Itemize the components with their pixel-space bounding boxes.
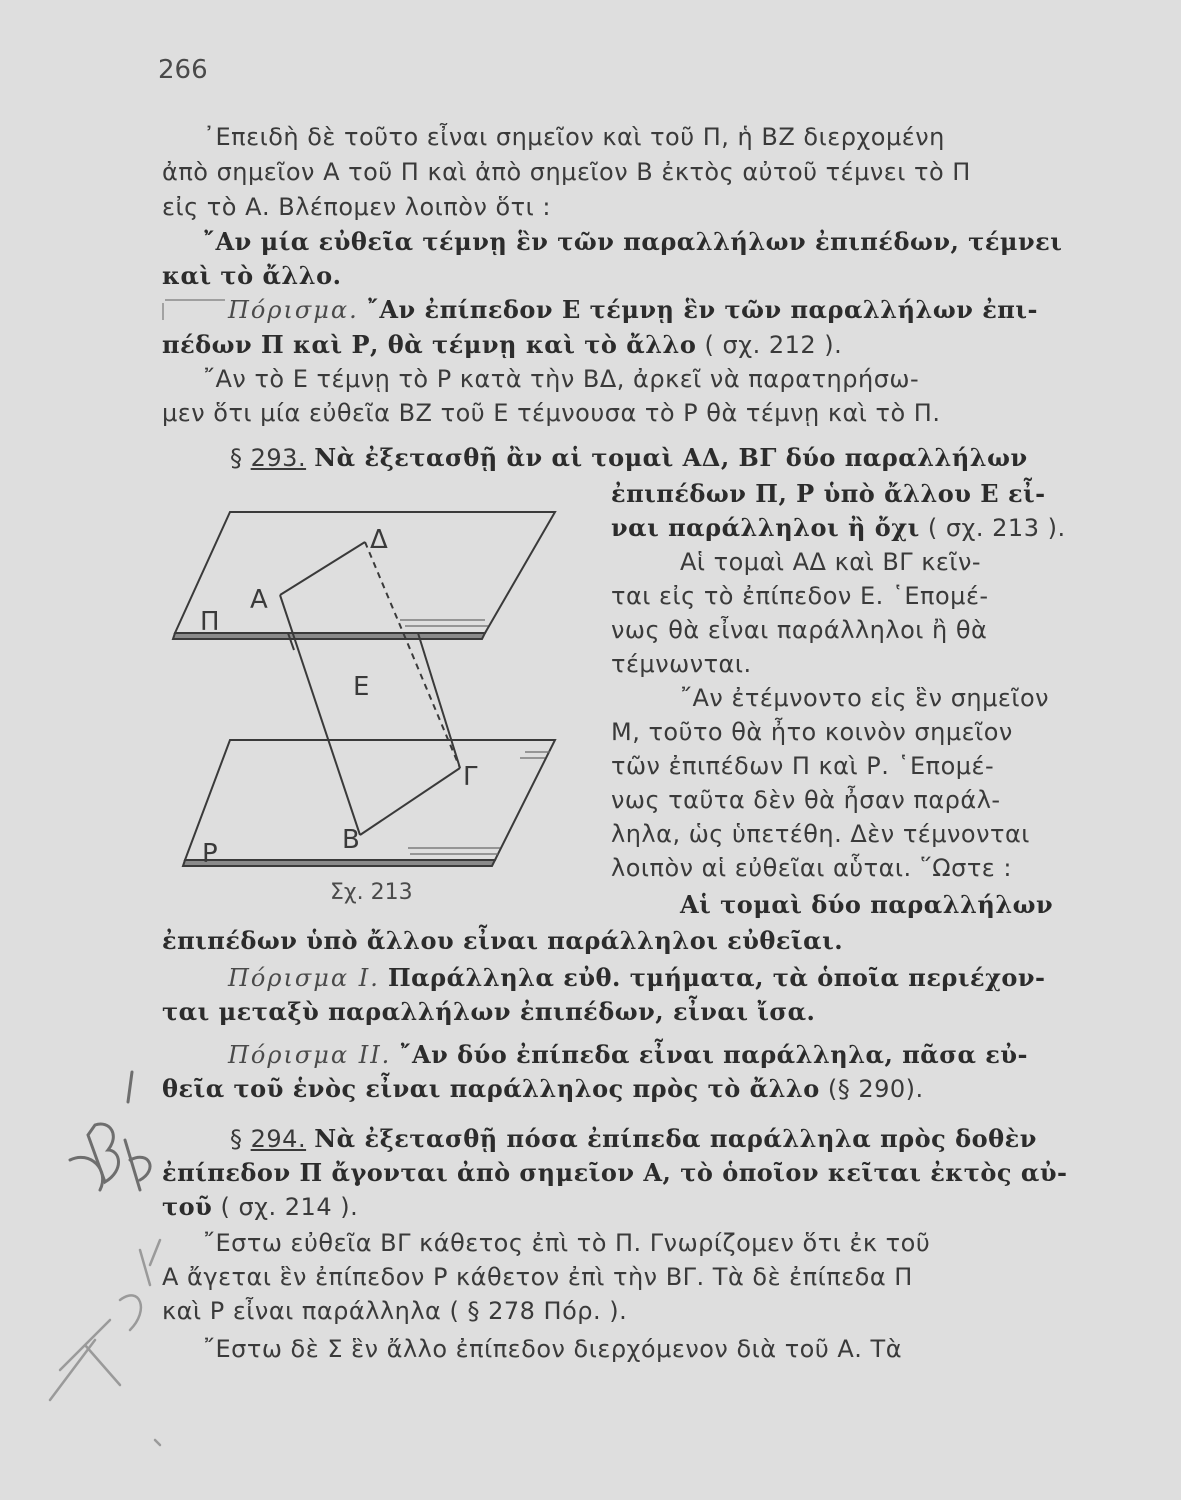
section-title-cont: ἐπιπέδων Π, Ρ ὑπὸ ἄλλου Ε εἶ- bbox=[611, 479, 1046, 508]
text-line: ῎Εστω εὐθεῖα ΒΓ κάθετος ἐπὶ τὸ Π. Γνωρίζομεν ὅτι ἐκ τοῦ bbox=[203, 1229, 931, 1257]
segment-bg bbox=[360, 768, 460, 835]
text-line: ῎Αν ἐτέμνοντο εἰς ἓν σημεῖον bbox=[680, 684, 1050, 712]
figure-reference: ( σχ. 212 ). bbox=[704, 331, 843, 359]
label-epsilon: Ε bbox=[353, 672, 370, 702]
section-number: 294. bbox=[250, 1125, 307, 1153]
figure-reference: ( σχ. 214 ). bbox=[220, 1193, 359, 1221]
section-title-cont bbox=[611, 513, 1066, 543]
section-title-cont: ἐπίπεδον Π ἄγονται ἀπὸ σημεῖον Α, τὸ ὁποῖον κεῖται ἐκτὸς αὐ- bbox=[162, 1158, 1068, 1187]
section-number: 293. bbox=[250, 444, 307, 472]
text-line: μεν ὅτι μία εὐθεῖα ΒΖ τοῦ Ε τέμνουσα τὸ Ρ θὰ τέμνῃ καὶ τὸ Π. bbox=[162, 399, 941, 427]
corollary-label: Πόρισμα Ι. bbox=[228, 964, 380, 992]
section-sign: § bbox=[230, 1125, 243, 1153]
section-title: Νὰ ἐξετασθῇ ἂν αἱ τομαὶ ΑΔ, ΒΓ δύο παραλλήλων bbox=[314, 443, 1028, 472]
label-gamma: Γ bbox=[463, 762, 478, 792]
corollary-line bbox=[228, 295, 1038, 325]
theorem-line: Αἱ τομαὶ δύο παραλλήλων bbox=[680, 890, 1054, 919]
text-line: Α ἄγεται ἓν ἐπίπεδον Ρ κάθετον ἐπὶ τὴν ΒΓ. Τὰ δὲ ἐπίπεδα Π bbox=[162, 1263, 913, 1291]
corollary-line bbox=[228, 1040, 1028, 1070]
corollary-text: ῎Αν ἐπίπεδον Ε τέμνῃ ἓν τῶν παραλλήλων ἐπι- bbox=[366, 295, 1038, 324]
text-line: ᾿Επειδὴ δὲ τοῦτο εἶναι σημεῖον καὶ τοῦ Π, ἡ ΒΖ διερχομένη bbox=[203, 123, 945, 151]
text-line: Μ, τοῦτο θὰ ἦτο κοινὸν σημεῖον bbox=[611, 718, 1013, 746]
corollary-text: ται μεταξὺ παραλλήλων ἐπιπέδων, εἶναι ἴσα. bbox=[162, 997, 816, 1026]
theorem-line: καὶ τὸ ἄλλο. bbox=[162, 261, 342, 290]
text-line: ῎Εστω δὲ Σ ἓν ἄλλο ἐπίπεδον διερχόμενον διὰ τοῦ Α. Τὰ bbox=[203, 1335, 903, 1363]
text-line: Αἱ τομαὶ ΑΔ καὶ ΒΓ κεῖν- bbox=[680, 548, 982, 576]
section-title-cont bbox=[162, 1192, 358, 1222]
text-line: νως θὰ εἶναι παράλληλοι ἢ θὰ bbox=[611, 616, 988, 644]
text-line: τέμνωνται. bbox=[611, 650, 752, 678]
section-294-heading bbox=[230, 1124, 1037, 1154]
text-line: τῶν ἐπιπέδων Π καὶ Ρ. ῾Επομέ- bbox=[611, 752, 995, 780]
label-beta: Β bbox=[342, 825, 360, 855]
text-line: ῎Αν τὸ Ε τέμνῃ τὸ Ρ κατὰ τὴν ΒΔ, ἀρκεῖ νὰ παρατηρήσω- bbox=[203, 365, 920, 393]
theorem-line: ἐπιπέδων ὑπὸ ἄλλου εἶναι παράλληλοι εὐθεῖαι. bbox=[162, 926, 844, 955]
corollary-text: πέδων Π καὶ Ρ, θὰ τέμνῃ καὶ τὸ ἄλλο bbox=[162, 330, 697, 359]
corollary-line bbox=[162, 1074, 924, 1104]
label-alpha: Α bbox=[250, 585, 268, 615]
plane-rho bbox=[185, 740, 555, 860]
corollary-line bbox=[162, 330, 842, 360]
section-title: Νὰ ἐξετασθῇ πόσα ἐπίπεδα παράλληλα πρὸς δοθὲν bbox=[314, 1124, 1037, 1153]
label-pi: Π bbox=[200, 607, 220, 637]
section-title-text: ναι παράλληλοι ἢ ὄχι bbox=[611, 513, 920, 542]
line-e-right bbox=[418, 633, 460, 768]
corollary-line bbox=[228, 963, 1046, 993]
text-line: ται εἰς τὸ ἐπίπεδον Ε. ῾Επομέ- bbox=[611, 582, 989, 610]
section-sign: § bbox=[230, 444, 243, 472]
text-line: νως ταῦτα δὲν θὰ ἦσαν παράλ- bbox=[611, 786, 1001, 814]
label-rho: Ρ bbox=[202, 839, 218, 869]
figure-reference: ( σχ. 213 ). bbox=[927, 514, 1066, 542]
theorem-line: ῎Αν μία εὐθεῖα τέμνῃ ἓν τῶν παραλλήλων ἐπιπέδων, τέμνει bbox=[203, 227, 1063, 256]
segment-ad bbox=[280, 542, 365, 595]
text-line: ἀπὸ σημεῖον Α τοῦ Π καὶ ἀπὸ σημεῖον Β ἐκτὸς αὐτοῦ τέμνει τὸ Π bbox=[162, 158, 971, 186]
plane-shading bbox=[400, 620, 550, 854]
figure-213 bbox=[170, 500, 570, 880]
section-reference: (§ 290). bbox=[827, 1075, 924, 1103]
plane-pi-edge bbox=[173, 633, 485, 639]
plane-pi bbox=[175, 512, 555, 633]
text-line: λοιπὸν αἱ εὐθεῖαι αὗται. ῞Ωστε : bbox=[611, 854, 1012, 882]
label-delta: Δ bbox=[370, 525, 388, 555]
line-e-left bbox=[280, 595, 360, 835]
corollary-text: Παράλληλα εὐθ. τμήματα, τὰ ὁποῖα περιέχον- bbox=[387, 963, 1046, 992]
corollary-label: Πόρισμα ΙΙ. bbox=[228, 1041, 392, 1069]
section-293-heading bbox=[230, 443, 1028, 473]
page-number: 266 bbox=[158, 55, 208, 85]
corollary-label: Πόρισμα. bbox=[228, 296, 359, 324]
section-title-text: τοῦ bbox=[162, 1192, 213, 1221]
line-e-right-hidden bbox=[365, 542, 460, 768]
text-line: εἰς τὸ Α. Βλέπομεν λοιπὸν ὅτι : bbox=[162, 193, 551, 221]
figure-caption: Σχ. 213 bbox=[330, 880, 413, 905]
corollary-text: ῎Αν δύο ἐπίπεδα εἶναι παράλληλα, πᾶσα εὐ- bbox=[399, 1040, 1028, 1069]
corollary-text: θεῖα τοῦ ἑνὸς εἶναι παράλληλος πρὸς τὸ ἄλλο bbox=[162, 1074, 820, 1103]
plane-rho-edge bbox=[183, 860, 495, 866]
text-line: ληλα, ὡς ὑπετέθη. Δὲν τέμνονται bbox=[611, 820, 1030, 848]
text-line: καὶ Ρ εἶναι παράλληλα ( § 278 Πόρ. ). bbox=[162, 1297, 628, 1325]
